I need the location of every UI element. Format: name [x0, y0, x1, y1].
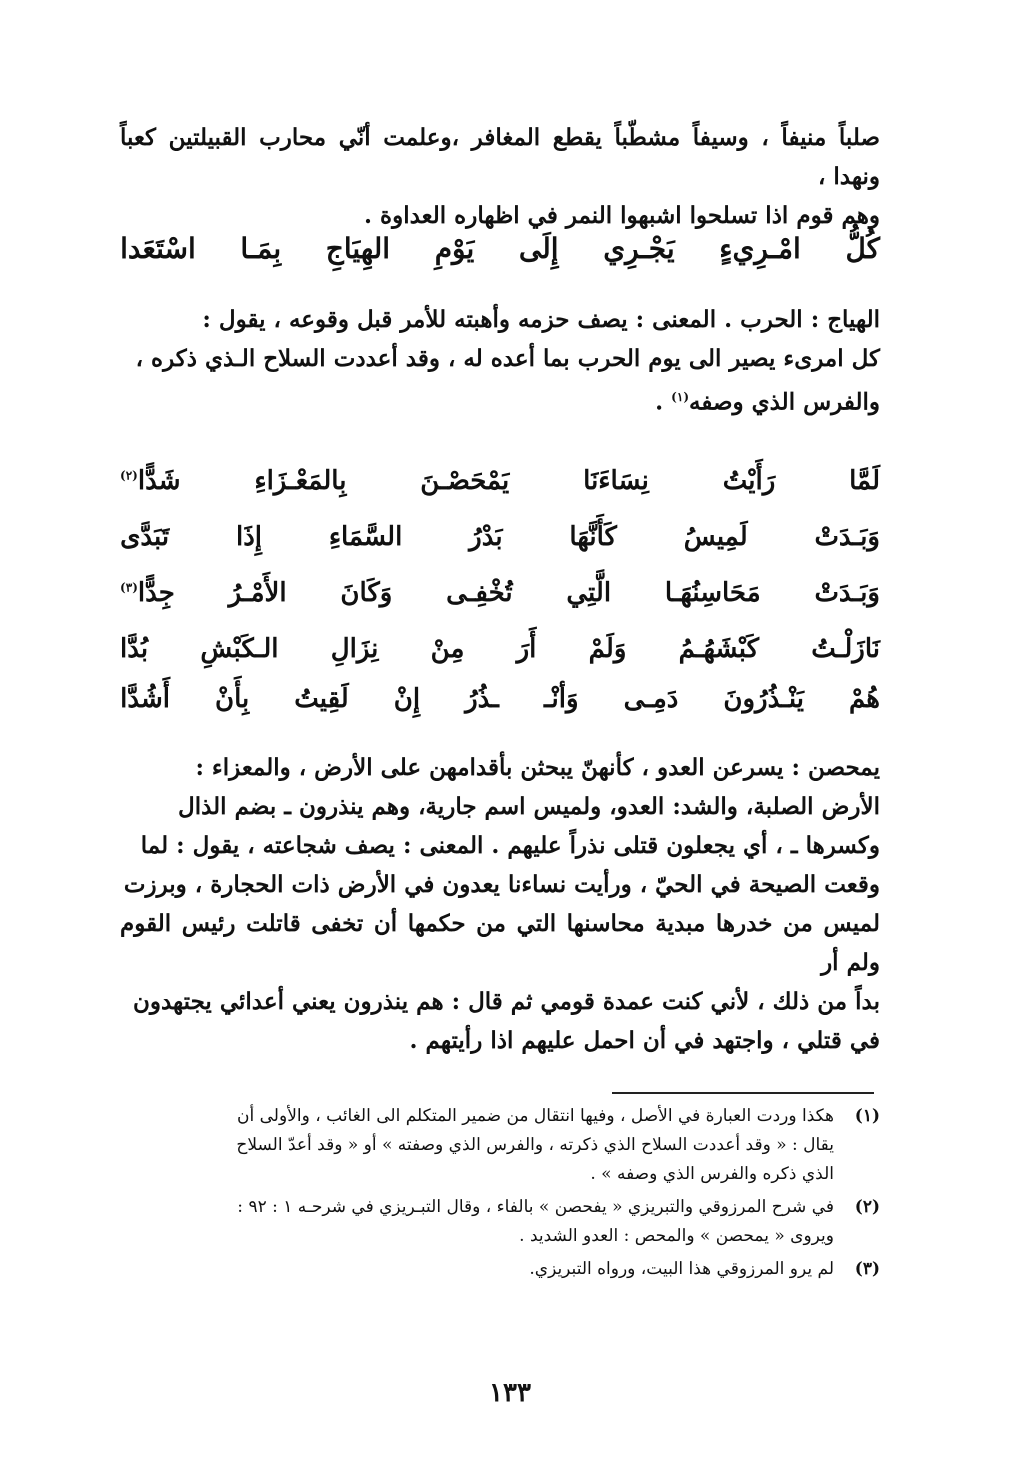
text-line: الذي ذكره والفرس الذي وصفه » .	[590, 1164, 834, 1184]
poem-word: مِنْ	[430, 634, 465, 664]
poem-word: نِسَاءَنَا	[583, 466, 649, 496]
text-line: وهم قوم اذا تسلحوا اشبهوا النمر في اظهاره العداوة .	[364, 202, 880, 229]
verse-word: الهِيَاجِ	[325, 231, 391, 265]
poem-line-2	[120, 514, 880, 560]
text-segment: والفرس الذي وصفه	[689, 388, 880, 416]
poem-word: وَأنْـ	[543, 684, 579, 714]
poem-word: رَأَيْتُ	[722, 466, 776, 496]
poem-word	[120, 466, 180, 496]
text-line: صلباً منيفاً ، وسيفاً مشطّباً يقطع المغافر ،وعلمت أنّي محارب القبيلتين كعباً ونهدا ،	[120, 124, 880, 190]
text-line: الأرض الصلبة، والشد: العدو، ولميس اسم جارية، وهم ينذرون ـ بضم الذال	[178, 793, 880, 820]
poem-word: ـذُرُ	[465, 684, 499, 714]
verse-word: إِلَى	[518, 231, 559, 265]
poem-word: مَحَاسِنُهَـا	[664, 578, 761, 608]
paragraph-intro	[120, 118, 880, 235]
verse-word: اسْتَعَدا	[120, 231, 196, 265]
poem-word: نِزَالِ	[330, 634, 379, 664]
poem-word: إِنْ	[393, 684, 421, 714]
text-line: في شرح المرزوقي والتبريزي « يفحصن » بالفاء ، وقال التبـريزي في شرحـه ١ : ٩٢ :	[237, 1197, 834, 1217]
text-line: الهياج : الحرب . المعنى : يصف حزمه وأهبته للأمر قبل وقوعه ، يقول :	[202, 306, 880, 333]
text-line: في قتلي ، واجتهد في أن احمل عليهم اذا رأيتهم .	[409, 1027, 880, 1054]
text-segment: .	[655, 388, 672, 416]
poem-word: بَدْرُ	[469, 522, 503, 552]
footnote-text	[120, 1193, 834, 1251]
poem-word: إِذَا	[235, 522, 262, 552]
text-line: ويروى « يمحصن » والمحص : العدو الشديد .	[519, 1226, 834, 1246]
text-line	[120, 378, 880, 422]
footnotes	[120, 1102, 880, 1288]
text-line: وقعت الصيحة في الحيّ ، ورأيت نساءنا يعدون في الأرض ذات الحجارة ، وبرزت	[123, 871, 880, 898]
text-line: وكسرها ـ ، أي يجعلون قتلى نذراً عليهم . المعنى : يصف شجاعته ، يقول : لما	[140, 832, 880, 859]
footnote-text	[120, 1255, 834, 1284]
poem-line-4	[120, 626, 880, 672]
poem-word: الـكَبْشِ	[200, 634, 279, 664]
verse-word: امْـرِيءٍ	[719, 231, 801, 265]
paragraph-commentary-1	[120, 300, 880, 422]
poem-word: لَمِيسُ	[683, 522, 748, 552]
poem-word: بِأَنْ	[215, 684, 250, 714]
poem-word: نَازَلْـتُ	[811, 634, 880, 664]
poem-word: أَشُدَّا	[120, 684, 170, 714]
footnote-number: (٢)	[854, 1197, 880, 1217]
footnote-text	[120, 1102, 834, 1189]
poem-word-text: شَدًّا	[137, 466, 181, 496]
footnote-number: (١)	[854, 1106, 880, 1126]
verse-word: يَوْمِ	[434, 231, 475, 265]
poem-word: يَنْـذُرُونَ	[723, 684, 804, 714]
poem-word: وَبَـدَتْ	[814, 578, 880, 608]
poem-word: الأَمْـرُ	[228, 578, 287, 608]
poem-word: وَبَـدَتْ	[814, 522, 880, 552]
poem-word: وَكَانَ	[340, 578, 393, 608]
footnote-ref: (٢)	[120, 468, 138, 483]
footnote-2	[120, 1193, 880, 1251]
verse-word: يَجْـرِي	[603, 231, 675, 265]
poem-word: لَمَّا	[849, 466, 880, 496]
footnote-3	[120, 1255, 880, 1284]
poem-word: بِالمَعْـزَاءِ	[254, 466, 347, 496]
footnote-number: (٣)	[854, 1259, 880, 1279]
poem-word: لَقِيتُ	[294, 684, 349, 714]
verse-word: بِمَـا	[240, 231, 282, 265]
poem-word-text: جِدًّا	[137, 578, 175, 608]
poem-word: الَّتِي	[566, 578, 612, 608]
poem-line-3	[120, 570, 880, 616]
poem-word: كَأَنَّهَا	[569, 522, 617, 552]
verse-line	[120, 225, 880, 271]
footnote-ref: (١)	[671, 390, 689, 404]
text-line: لميس من خدرها مبدية محاسنها التي من حكمها أن تخفى قاتلت رئيس القوم ولم أر	[120, 910, 880, 976]
footnote-1	[120, 1102, 880, 1189]
poem-word: السَّمَاءِ	[328, 522, 403, 552]
poem-word: أَرَ	[516, 634, 537, 664]
text-line: كل امرىء يصير الى يوم الحرب بما أعده له ، وقد أعددت السلاح الـذي ذكره ،	[135, 345, 880, 372]
poem-word: يَمْحَصْـنَ	[420, 466, 510, 496]
text-line: لم يرو المرزوقي هذا البيت، ورواه التبريزي.	[529, 1259, 834, 1279]
poem-word	[120, 578, 175, 608]
footnote-divider	[612, 1092, 874, 1094]
text-line: يمحصن : يسرعن العدو ، كأنهنّ يبحثن بأقدامهن على الأرض ، والمعزاء :	[195, 754, 880, 781]
poem-line-1	[120, 458, 880, 504]
page-number: ١٣٣	[489, 1378, 531, 1408]
text-line: هكذا وردت العبارة في الأصل ، وفيها انتقال من ضمير المتكلم الى الغائب ، والأولى أن	[237, 1106, 834, 1126]
paragraph-commentary-2	[120, 748, 880, 1060]
poem-word: تُخْفِـى	[446, 578, 513, 608]
text-line: بداً من ذلك ، لأني كنت عمدة قومي ثم قال : هم ينذرون يعني أعدائي يجتهدون	[132, 988, 880, 1015]
poem-word: هُمْ	[848, 684, 880, 714]
poem-word: تَبَدَّى	[120, 522, 170, 552]
verse-word: كُلُّ	[845, 231, 880, 265]
poem-line-5	[120, 676, 880, 722]
poem-word: كَبْشَهُـمُ	[678, 634, 759, 664]
text-line: يقال : « وقد أعددت السلاح الذي ذكرته ، والفرس الذي وصفته » أو « وقد أعدّ السلاح	[236, 1135, 834, 1155]
poem-word: بُدَّا	[120, 634, 149, 664]
footnote-ref: (٣)	[120, 580, 138, 595]
poem-word: دَمِـى	[623, 684, 679, 714]
poem-word: وَلَمْ	[588, 634, 627, 664]
